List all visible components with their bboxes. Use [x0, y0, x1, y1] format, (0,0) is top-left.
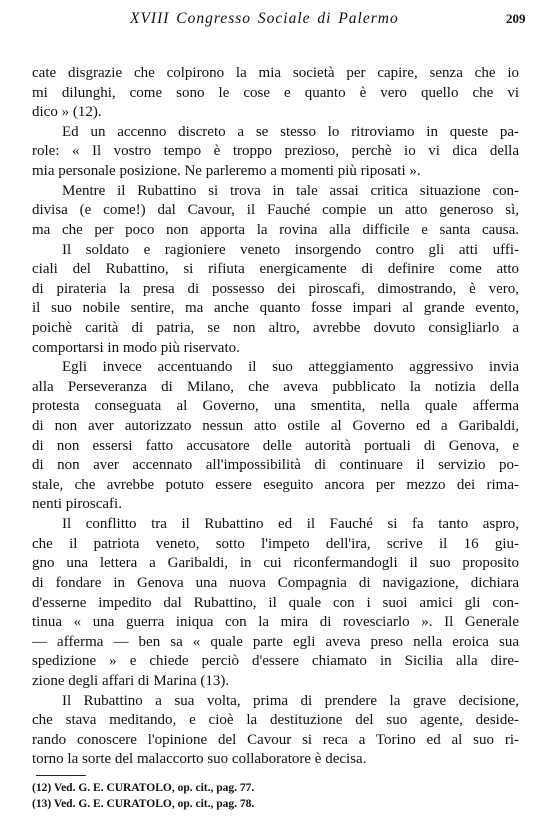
text-line: nenti piroscafi.	[32, 496, 122, 513]
text-line: alla Perseveranza di Milano, che aveva pubblicato la notizia della	[32, 378, 519, 395]
text-line: divisa (e come!) dal Cavour, il Fauché compie un atto generoso sì,	[32, 202, 519, 219]
text-line: di pirateria la presa di possesso dei piroscafi, dimostrando, è vero,	[32, 280, 519, 297]
text-line: zione degli affari di Marina (13).	[32, 672, 230, 689]
text-line: ma che per poco non apporta la rovina alla difficile e santa causa.	[32, 221, 519, 238]
text-line: di fondare in Genova una nuova Compagnia di navigazione, dichiara	[32, 574, 519, 591]
text-line: tinua « una guerra iniqua con la mira di rovesciarlo ». Il Generale	[32, 614, 519, 631]
text-line: comportarsi in modo più riservato.	[32, 339, 240, 356]
footnote: (13) Ved. G. E. CURATOLO, op. cit., pag. 78.	[32, 798, 255, 810]
text-line: spedizione » e chiede perciò d'essere chiamato in Sicilia alla dire-	[32, 653, 519, 670]
text-line: dico » (12).	[32, 104, 102, 121]
text-line: mi dilunghi, come sono le cose e quanto è vero quello che vi	[32, 84, 519, 101]
running-head: XVIII Congresso Sociale di Palermo	[130, 10, 399, 27]
text-line: poichè carità di patria, se non altro, avrebbe dovuto consigliarlo a	[32, 319, 519, 336]
text-line: che il patriota veneto, sotto l'impeto dell'ira, scrive il 16 giu-	[32, 535, 519, 552]
text-line: — afferma — ben sa « quale parte egli aveva preso nella eroica sua	[32, 633, 519, 650]
text-line: Il Rubattino a sua volta, prima di prendere la grave decisione,	[62, 692, 519, 709]
text-line: stale, che avrebbe potuto essere eseguito ancora per mezzo dei rima-	[32, 476, 519, 493]
text-line: torno la sorte del malaccorto suo collaboratore è decisa.	[32, 751, 367, 768]
text-line: mia personale posizione. Ne parleremo a momenti più riposati ».	[32, 163, 421, 180]
text-line: ciali del Rubattino, si rifiuta energicamente di definire come atto	[32, 261, 519, 278]
text-line: Ed un accenno discreto a se stesso lo ritroviamo in queste pa-	[62, 123, 519, 140]
page-number: 209	[506, 11, 526, 26]
text-line: d'esserne impedito dal Rubattino, il quale con i suoi amici gli con-	[32, 594, 519, 611]
text-line: protesta conseguata al Governo, una smentita, nella quale afferma	[32, 398, 519, 415]
text-line: gno una lettera a Garibaldi, in cui riconfermandogli il suo proposito	[32, 555, 519, 572]
text-line: role: « Il vostro tempo è troppo prezioso, perchè io vi dica della	[32, 143, 519, 160]
text-line: Egli invece accentuando il suo atteggiamento aggressivo invia	[62, 359, 519, 376]
text-line: Il soldato e ragioniere veneto insorgendo contro gli atti uffi-	[62, 241, 519, 258]
text-line: Il conflitto tra il Rubattino ed il Fauché si fa tanto aspro,	[62, 516, 519, 533]
text-line: cate disgrazie che colpirono la mia società per capire, senza che io	[32, 65, 519, 81]
footnote: (12) Ved. G. E. CURATOLO, op. cit., pag. 77.	[32, 782, 255, 794]
footnote-divider	[36, 775, 86, 776]
text-line: che stava meditando, e cioè la destituzione del suo agente, deside-	[32, 712, 519, 729]
text-line: il suo nobile sentire, ma anche quanto fosse impari al grande evento,	[32, 300, 519, 317]
text-line: di non aver autorizzato nessun atto ostile al Governo ed a Garibaldi,	[32, 418, 519, 434]
text-line: rando conoscere l'opinione del Cavour si reca a Torino ed al suo ri-	[32, 731, 519, 748]
text-line: Mentre il Rubattino si trova in tale assai critica situazione con-	[62, 182, 519, 199]
text-line: di non essersi fatto accusatore delle autorità portuali di Genova, e	[32, 437, 519, 454]
text-line: di non aver accennato all'impossibilità di continuare il servizio po-	[32, 457, 519, 474]
